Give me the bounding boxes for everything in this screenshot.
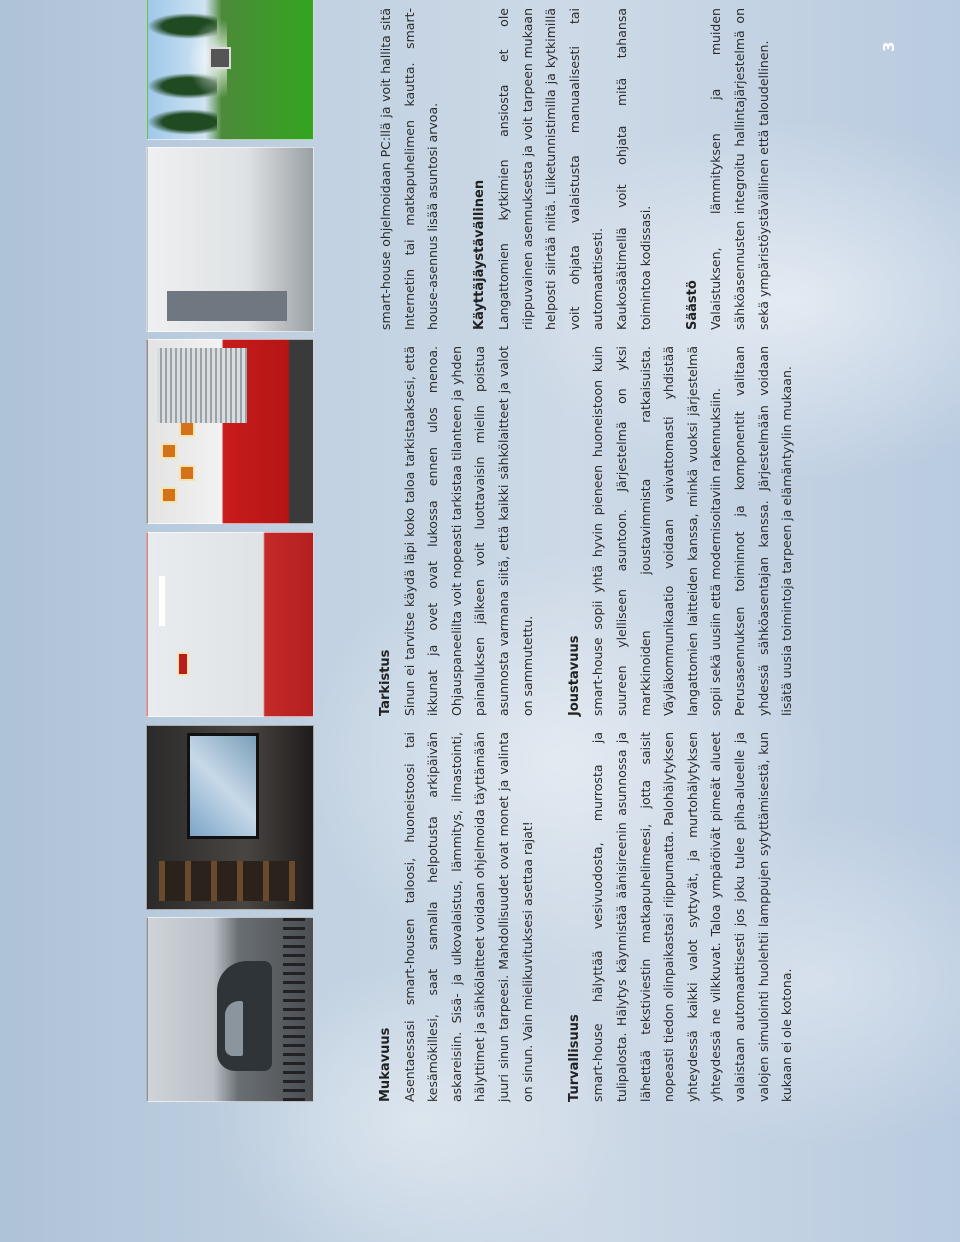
section-title-kayttajaystavallinen: Käyttäjäystävällinen: [472, 179, 488, 330]
window-blind-shape: [157, 348, 247, 423]
section-title-saasto: Säästö: [684, 280, 700, 330]
section-body-tarkistus: Sinun ei tarvitse käydä läpi koko taloa tarkistaaksesi, että ikkunat ja ovet ovat lukossa ennen ulos menoa. Ohjauspaneelilta voit nopeasti tarkistaa tilanteen ja yhden painalluksen jälkeen voit luottavaisin mielin poistua asunnosta varmana siitä, että kaikki sähkölaitteet ja valot on sammutettu.: [401, 346, 535, 716]
red-cabinet-shape: [177, 652, 189, 676]
shelf-shape: [159, 861, 299, 901]
section-body-kayttajaystavallinen-2: Kaukosäätimellä voit ohjata mitä tahansa toimintoa kodissasi.: [613, 8, 653, 330]
section-body-saasto: Valaistuksen, lämmityksen ja muiden sähköasennusten integroitu hallintajärjestelmä on sekä ympäristöystävällinen että taloudellinen.: [708, 8, 771, 330]
section-title-tarkistus: Tarkistus: [378, 649, 393, 716]
tv-screen-shape: [187, 733, 259, 839]
section-title-mukavuus: Mukavuus: [378, 1027, 393, 1102]
home-theater-photo: [146, 725, 314, 910]
column-3: [374, 8, 775, 330]
car-driveway-photo: [146, 917, 314, 1102]
section-title-joustavuus: Joustavuus: [566, 635, 582, 716]
fence-shape: [283, 918, 305, 1101]
red-living-room-photo: [146, 339, 314, 524]
kitchen-photo: [146, 532, 314, 717]
ceiling-lamp-shape: [159, 576, 165, 626]
section-body-turvallisuus: smart-house hälyttää vesivuodosta, murrosta ja tulipalosta. Hälytys käynnistää äänisireenin asunnossa ja lähettää tekstiviestin matkapuhelimeesi, jotta saisit nopeasti tiedon olinpaikastasi riippumatta. Palohälytyksen yhteydessä kaikki valot syttyvät, ja murtohälytyksen yhteydessä ne vilkkuvat. Taloa ympäröivät pimeät alueet valaistaan automaattisesti jos joku tulee piha-alueelle ja valojen simulointi huolehtii lamppujen sytyttämisestä, kun kukaan ei ole kotona.: [590, 732, 795, 1102]
section-body-kayttajaystavallinen-1: Langattomien kytkimien ansiosta et ole riippuvainen asennuksesta ja voit tarpeen mukaan helposti siirtää niitä. Liiketunnistimilla ja kytkimillä voit ohjata valaistusta manuaalisesti tai automaattisesti.: [495, 8, 606, 330]
lawn-sprinkler-photo: [146, 0, 314, 140]
shower-door-shape: [167, 291, 287, 321]
section-body-intro: smart-house ohjelmoidaan PC:llä ja voit hallita sitä Internetin tai matkapuhelimen kautta. smart-house-asennus lisää asuntosi arvoa.: [378, 8, 441, 330]
page-number: 3: [880, 41, 898, 52]
wall-picture-shape: [161, 443, 177, 459]
section-body-mukavuus: Asentaessasi smart-housen taloosi, huoneistoosi tai kesämökillesi, saat samalla helpotusta arkipäivän askareisiin. Sisä- ja ulkovalaistus, lämmitys, ilmastointi, hälyttimet ja sähkölaitteet voidaan ohjelmoida täyttämään juuri sinun tarpeesi. Mahdollisuudet ovat monet ja valinta on sinun. Vain mielikuvituksesi asettaa rajat!: [401, 732, 535, 1102]
bathroom-photo: [146, 147, 314, 332]
tree-shape: [147, 109, 217, 135]
wall-picture-shape: [179, 465, 195, 481]
wall-picture-shape: [179, 421, 195, 437]
column-2: [374, 346, 799, 716]
sprinkler-shape: [209, 47, 231, 69]
wall-picture-shape: [161, 487, 177, 503]
section-title-turvallisuus: Turvallisuus: [566, 1014, 582, 1102]
section-body-joustavuus-2: Perusasennuksen toiminnot ja komponentit valitaan yhdessä sähköasentajan kanssa. Järjestelmään voidaan lisätä uusia toimintoja tarpeen ja elämäntyylin mukaan.: [731, 346, 795, 716]
column-1: [374, 732, 799, 1102]
car-window-shape: [225, 1001, 243, 1056]
section-body-joustavuus-1: smart-house sopii yhtä hyvin pieneen huoneistoon kuin suureen ylelliseen asuntoon. Järjestelmä on yksi markkinoiden joustavimmista ratkaisuista. Väyläkommunikaatio voidaan vaivattomasti yhdistää langattomien laitteiden kanssa, minkä vuoksi järjestelmä sopii sekä uusiin että modernisoitaviin rakennuksiin.: [590, 346, 724, 716]
